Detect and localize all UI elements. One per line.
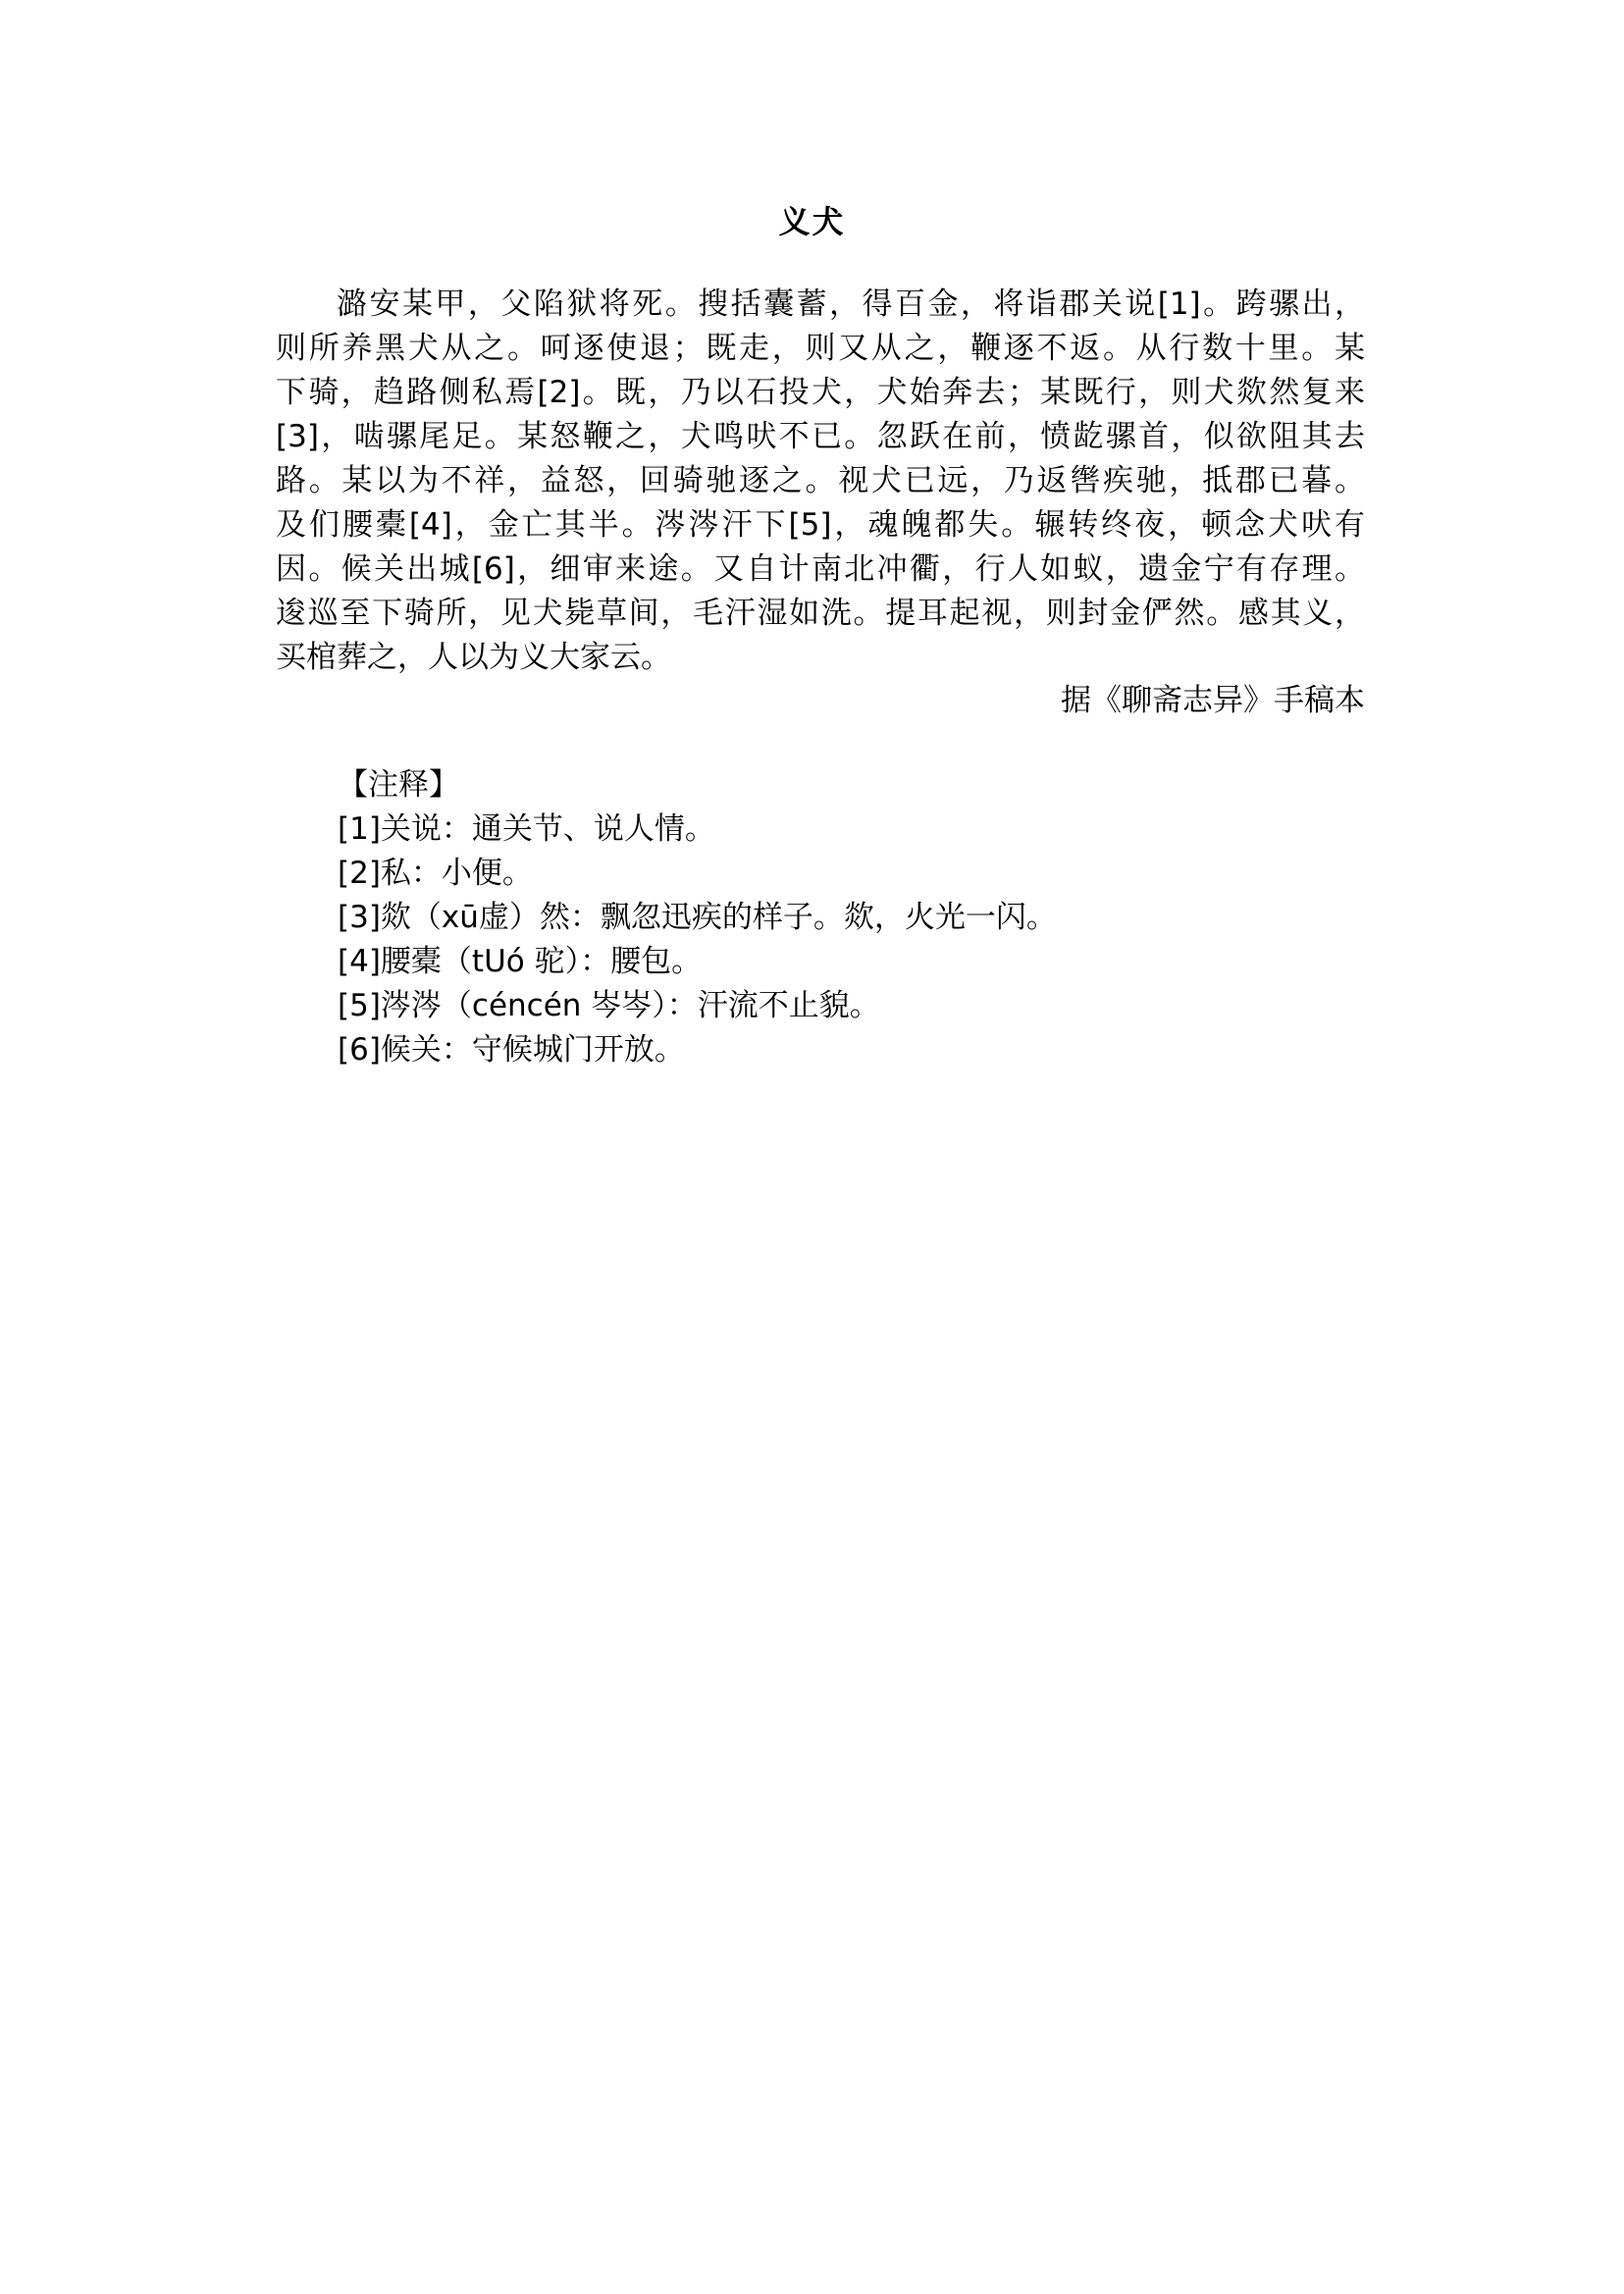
body-line: 下骑，趋路侧私焉[2]。既，乃以石投犬，犬始奔去；某既行，则犬欻然复来 — [276, 375, 1365, 410]
note-item: [1]关说：通关节、说人情。 — [338, 811, 715, 847]
note-item: [5]涔涔（céncén 岑岑）：汗流不止貌。 — [338, 988, 880, 1023]
body-line: 逡巡至下骑所，见犬毙草间，毛汗湿如洗。提耳起视，则封金俨然。感其义， — [276, 596, 1365, 631]
body-line: 因。候关出城[6]，细审来途。又自计南北冲衢，行人如蚁，遗金宁有存理。 — [276, 551, 1365, 587]
note-item: [6]候关：守候城门开放。 — [338, 1032, 685, 1068]
note-item: [4]腰橐（tUó 驼）：腰包。 — [338, 944, 703, 979]
source-attribution: 据《聊斋志异》手稿本 — [1061, 683, 1365, 718]
note-item: [3]欻（xū虚）然：飘忽迅疾的样子。欻，火光一闪。 — [338, 900, 1057, 935]
body-line: 路。某以为不祥，益怒，回骑驰逐之。视犬已远，乃返辔疾驰，抵郡已暮。 — [276, 463, 1365, 498]
body-line: 潞安某甲，父陷狱将死。搜括囊蓄，得百金，将诣郡关说[1]。跨骡出， — [337, 287, 1365, 322]
notes-heading: 【注释】 — [338, 767, 459, 803]
document-title: 义犬 — [778, 203, 846, 240]
note-item: [2]私：小便。 — [338, 856, 533, 891]
story-body — [276, 283, 1365, 680]
body-line: 买棺葬之，人以为义大家云。 — [276, 640, 671, 675]
notes-section — [338, 763, 1057, 1072]
body-line: 及们腰橐[4]，金亡其半。涔涔汗下[5]，魂魄都失。辗转终夜，顿念犬吠有 — [276, 507, 1365, 543]
body-line: 则所养黑犬从之。呵逐使退；既走，则又从之，鞭逐不返。从行数十里。某 — [276, 331, 1365, 366]
body-line: [3]，啮骡尾足。某怒鞭之，犬鸣吠不已。忽跃在前，愤龁骡首，似欲阻其去 — [276, 419, 1365, 454]
